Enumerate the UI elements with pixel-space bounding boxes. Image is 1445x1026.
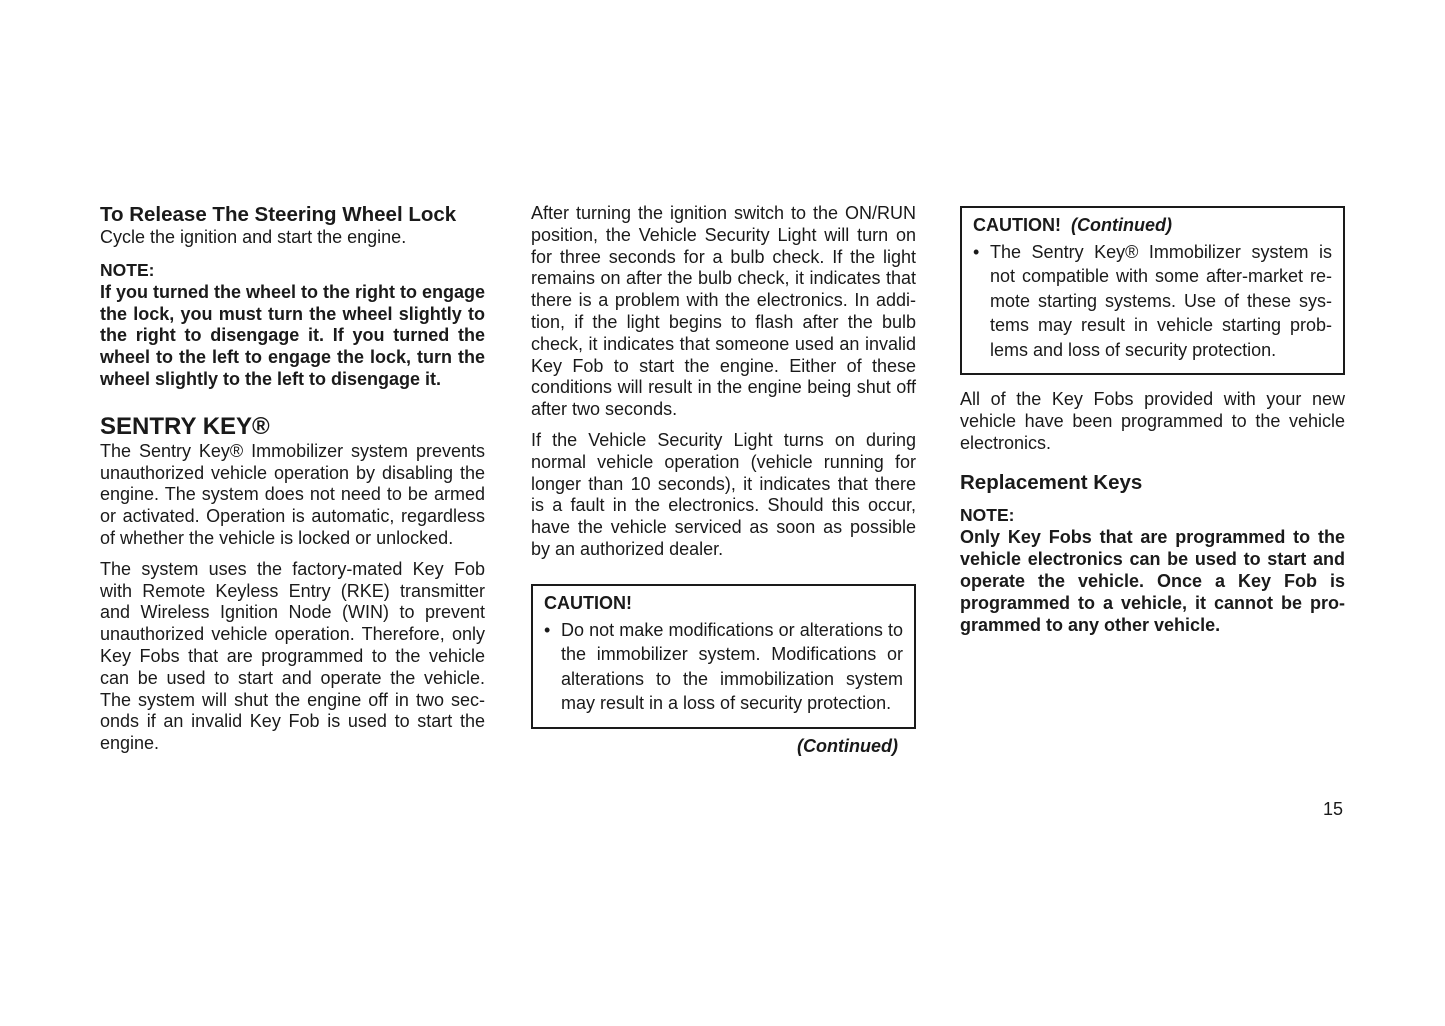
steering-lock-note [100,282,485,391]
security-light-para-1 [531,203,916,421]
text-line: operate the vehicle. Once a Key Fob is [960,570,1345,591]
text-line: there is a problem with the electronics. In addi- [531,290,916,311]
caution-continued-label: (Continued) [1071,215,1172,235]
key-fobs-para [960,389,1345,454]
text-line: tems may result in vehicle starting prob- [990,315,1332,336]
text-line: The system uses the factory-mated Key Fob [100,558,485,579]
security-light-para-2 [531,430,916,561]
text-line: have the vehicle serviced as soon as possible [531,517,916,538]
text-line: the lock, you must turn the wheel slightly to [100,303,485,324]
column-1 [100,203,485,755]
text-line: remains on after the bulb check, it indicates that [531,268,916,289]
sentry-key-para-1 [100,441,485,550]
text-line: tion, if the light begins to flash after the bulb [531,311,916,332]
text-line: by an authorized dealer. [531,538,724,559]
continued-label: (Continued) [797,736,898,756]
text-line: and Wireless Ignition Node (WIN) to prevent [100,602,485,623]
text-line: If you turned the wheel to the right to engage [100,281,486,302]
caution-bullet-item [973,240,1332,362]
text-line: alterations to the immobilization system [561,668,903,689]
column-2 [531,203,916,561]
text-line: with Remote Keyless Entry (RKE) transmitter [100,580,485,601]
text-line: is a fault in the electronics. Should this occur, [531,495,916,516]
text-line: mote starting systems. Use of these sys- [990,290,1332,311]
caution-continued-box [960,206,1345,375]
text-line: of whether the vehicle is locked or unlocked. [100,527,454,548]
text-line: unauthorized vehicle operation by disabling the [100,462,485,483]
steering-lock-intro [100,227,485,249]
text-line: If the Vehicle Security Light turns on during [531,429,916,450]
text-line: grammed to any other vehicle. [960,614,1221,635]
caution-box [531,584,916,729]
note-label: NOTE: [960,505,1015,526]
caution-title [973,214,1332,236]
text-line: unauthorized vehicle operation. Therefore, only [100,624,485,645]
text-line: onds if an invalid Key Fob is used to start the [100,711,485,732]
text-line: All of the Key Fobs provided with your new [960,389,1345,409]
text-line: may result in a loss of security protection. [561,693,892,714]
text-line: Key Fobs that are programmed to the vehicle [100,645,485,666]
text-line: Only Key Fobs that are programmed to the [960,527,1345,548]
bullet-icon: • [973,242,980,262]
replacement-keys-note [960,527,1345,636]
text-line: vehicle electronics can be used to start and [960,549,1345,570]
page-number: 15 [1323,799,1344,819]
text-line: Cycle the ignition and start the engine. [100,227,407,247]
text-line: lems and loss of security protection. [990,339,1277,360]
text-line: for three seconds for a bulb check. If the light [531,246,916,267]
replacement-keys-heading: Replacement Keys [960,471,1143,495]
text-line: electronics. [960,432,1052,453]
text-line: After turning the ignition switch to the ON/RUN [531,203,916,223]
text-line: The Sentry Key® Immobilizer system is [990,242,1332,262]
text-line: engine. [100,733,160,754]
text-line: normal vehicle operation (vehicle running for [531,451,916,472]
sentry-key-para-2 [100,559,485,755]
text-line: position, the Vehicle Security Light will turn on [531,224,916,245]
text-line: not compatible with some after-market re- [990,266,1332,287]
text-line: wheel slightly to the left to disengage it. [100,368,442,389]
column-3 [960,389,1345,636]
text-line: after two seconds. [531,399,678,420]
text-line: vehicle have been programmed to the vehicle [960,410,1345,431]
text-line: The Sentry Key® Immobilizer system prevents [100,440,485,461]
caution-title: CAUTION! [544,593,632,613]
sentry-key-title: SENTRY KEY® [100,412,270,440]
caution-bullet-item [544,618,903,716]
text-line: longer than 10 seconds), it indicates that there [531,473,916,494]
text-line: The system will shut the engine off in two sec- [100,689,485,710]
text-line: can be used to start and operate the vehicle. [100,667,485,688]
text-line: the right to disengage it. If you turned the [100,325,485,346]
note-label: NOTE: [100,259,155,280]
caution-text [990,240,1332,362]
text-line: Do not make modifications or alterations to [561,620,903,640]
text-line: conditions will result in the engine being shut off [531,377,916,398]
caution-label: CAUTION! [973,215,1061,235]
text-line: wheel to the left to engage the lock, turn the [100,347,485,368]
text-line: Key Fob to start the engine. Either of these [531,355,916,376]
text-line: or activated. Operation is automatic, regardless [100,506,485,527]
text-line: check, it indicates that someone used an invalid [531,333,916,354]
bullet-icon: • [544,620,551,640]
text-line: programmed to a vehicle, it cannot be pro- [960,592,1345,613]
steering-lock-heading: To Release The Steering Wheel Lock [100,203,457,226]
text-line: the immobilizer system. Modifications or [561,644,903,665]
text-line: engine. The system does not need to be armed [100,484,485,505]
caution-text [561,618,903,716]
